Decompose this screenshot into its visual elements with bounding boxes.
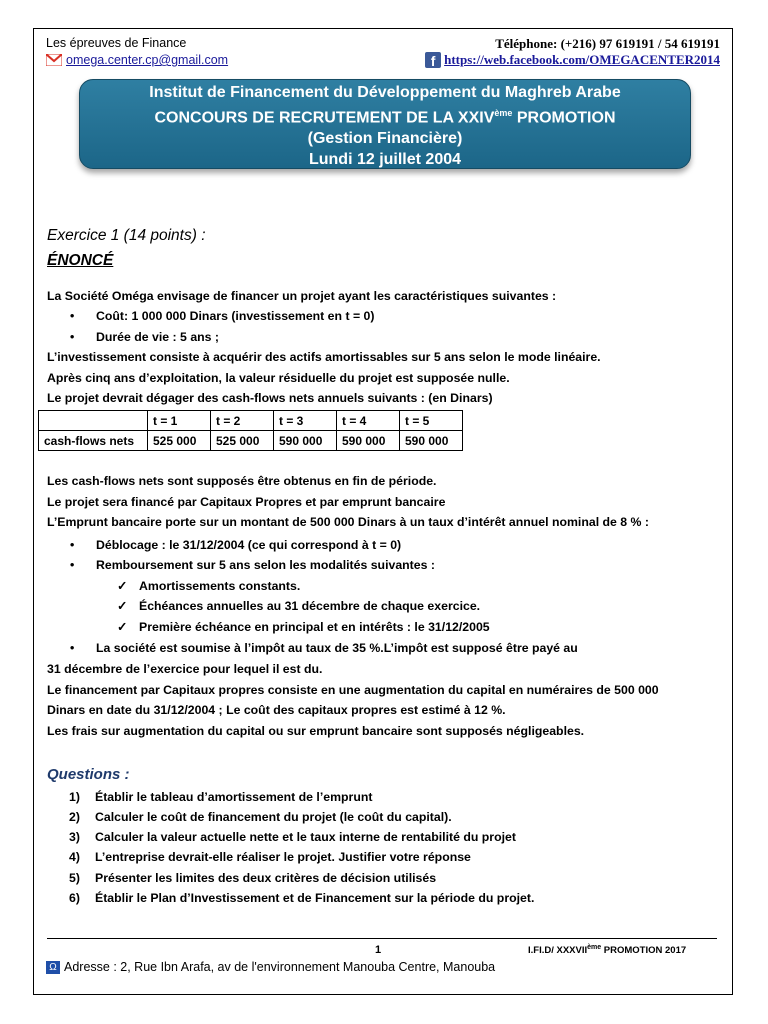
table-cell: 590 000 — [337, 431, 400, 451]
omega-icon: Ω — [46, 961, 60, 974]
bullet-item: • La société est soumise à l’impôt au taux de 35 %.L’impôt est supposé être payé au — [70, 641, 578, 655]
bullet-item: • Coût: 1 000 000 Dinars (investissement en t = 0) — [70, 309, 375, 323]
table-cell: 525 000 — [148, 431, 211, 451]
banner-institute: Institut de Financement du Développement du Maghreb Arabe — [149, 84, 621, 101]
table-row — [39, 431, 463, 451]
table-cell: t = 5 — [400, 411, 463, 431]
page-number: 1 — [375, 944, 382, 956]
bullet-item: • Remboursement sur 5 ans selon les modalités suivantes : — [70, 558, 435, 572]
paragraph: Le projet sera financé par Capitaux Propres et par emprunt bancaire — [47, 495, 446, 509]
cashflow-table — [38, 410, 463, 451]
org-name: Les épreuves de Finance — [46, 36, 187, 50]
facebook-icon: f — [425, 52, 441, 68]
paragraph: Dinars en date du 31/12/2004 ; Le coût des capitaux propres est estimé à 12 %. — [47, 703, 506, 717]
table-cell: t = 1 — [148, 411, 211, 431]
table-cell: t = 4 — [337, 411, 400, 431]
table-cell: cash-flows nets — [39, 431, 148, 451]
table-cell: t = 3 — [274, 411, 337, 431]
paragraph: L’Emprunt bancaire porte sur un montant de 500 000 Dinars à un taux d’intérêt annuel nominal de 8 % : — [47, 515, 649, 529]
paragraph: 31 décembre de l’exercice pour lequel il est du. — [47, 662, 323, 676]
questions-title: Questions : — [47, 766, 130, 783]
banner-specialty: (Gestion Financière) — [307, 130, 463, 148]
table-header-row — [39, 411, 463, 431]
enonce-heading: ÉNONCÉ — [47, 252, 114, 269]
facebook-row[interactable] — [425, 52, 720, 68]
table-cell — [39, 411, 148, 431]
paragraph: Les frais sur augmentation du capital ou sur emprunt bancaire sont supposés négligeables. — [47, 724, 585, 738]
check-item: ✓ Amortissements constants. — [117, 579, 301, 593]
banner-contest: CONCOURS DE RECRUTEMENT DE LA XXIVème PROMOTION — [154, 108, 616, 127]
exercise-title: Exercice 1 (14 points) : — [47, 227, 206, 244]
paragraph: Le projet devrait dégager des cash-flows nets annuels suivants : (en Dinars) — [47, 391, 493, 405]
table-cell: t = 2 — [211, 411, 274, 431]
check-item: ✓ Première échéance en principal et en intérêts : le 31/12/2005 — [117, 620, 490, 634]
table-cell: 590 000 — [400, 431, 463, 451]
footer-promotion: I.FI.D/ XXXVIIème PROMOTION 2017 — [528, 944, 687, 957]
intro-text: La Société Oméga envisage de financer un projet ayant les caractéristiques suivantes : — [47, 289, 557, 303]
facebook-link[interactable]: https://web.facebook.com/OMEGACENTER2014 — [444, 52, 720, 67]
phone-number: Téléphone: (+216) 97 619191 / 54 619191 — [495, 36, 720, 51]
footer-address — [46, 960, 495, 974]
bullet-item: • Durée de vie : 5 ans ; — [70, 330, 220, 344]
banner-date: Lundi 12 juillet 2004 — [308, 151, 462, 169]
paragraph: Les cash-flows nets sont supposés être obtenus en fin de période. — [47, 474, 437, 488]
footer-divider — [47, 938, 717, 939]
check-item: ✓ Échéances annuelles au 31 décembre de chaque exercice. — [117, 599, 481, 613]
address-text: Adresse : 2, Rue Ibn Arafa, av de l'environnement Manouba Centre, Manouba — [64, 960, 496, 974]
table-cell: 525 000 — [211, 431, 274, 451]
paragraph: L’investissement consiste à acquérir des actifs amortissables sur 5 ans selon le mode linéaire. — [47, 350, 601, 364]
bullet-item: • Déblocage : le 31/12/2004 (ce qui correspond à t = 0) — [70, 538, 402, 552]
table-cell: 590 000 — [274, 431, 337, 451]
paragraph: Le financement par Capitaux propres consiste en une augmentation du capital en numéraires de 500 000 — [47, 683, 659, 697]
paragraph: Après cinq ans d’exploitation, la valeur résiduelle du projet est supposée nulle. — [47, 371, 510, 385]
exam-banner — [79, 79, 691, 169]
email-link[interactable]: omega.center.cp@gmail.com — [66, 53, 229, 67]
gmail-icon — [46, 54, 62, 66]
email-row[interactable] — [46, 53, 228, 67]
